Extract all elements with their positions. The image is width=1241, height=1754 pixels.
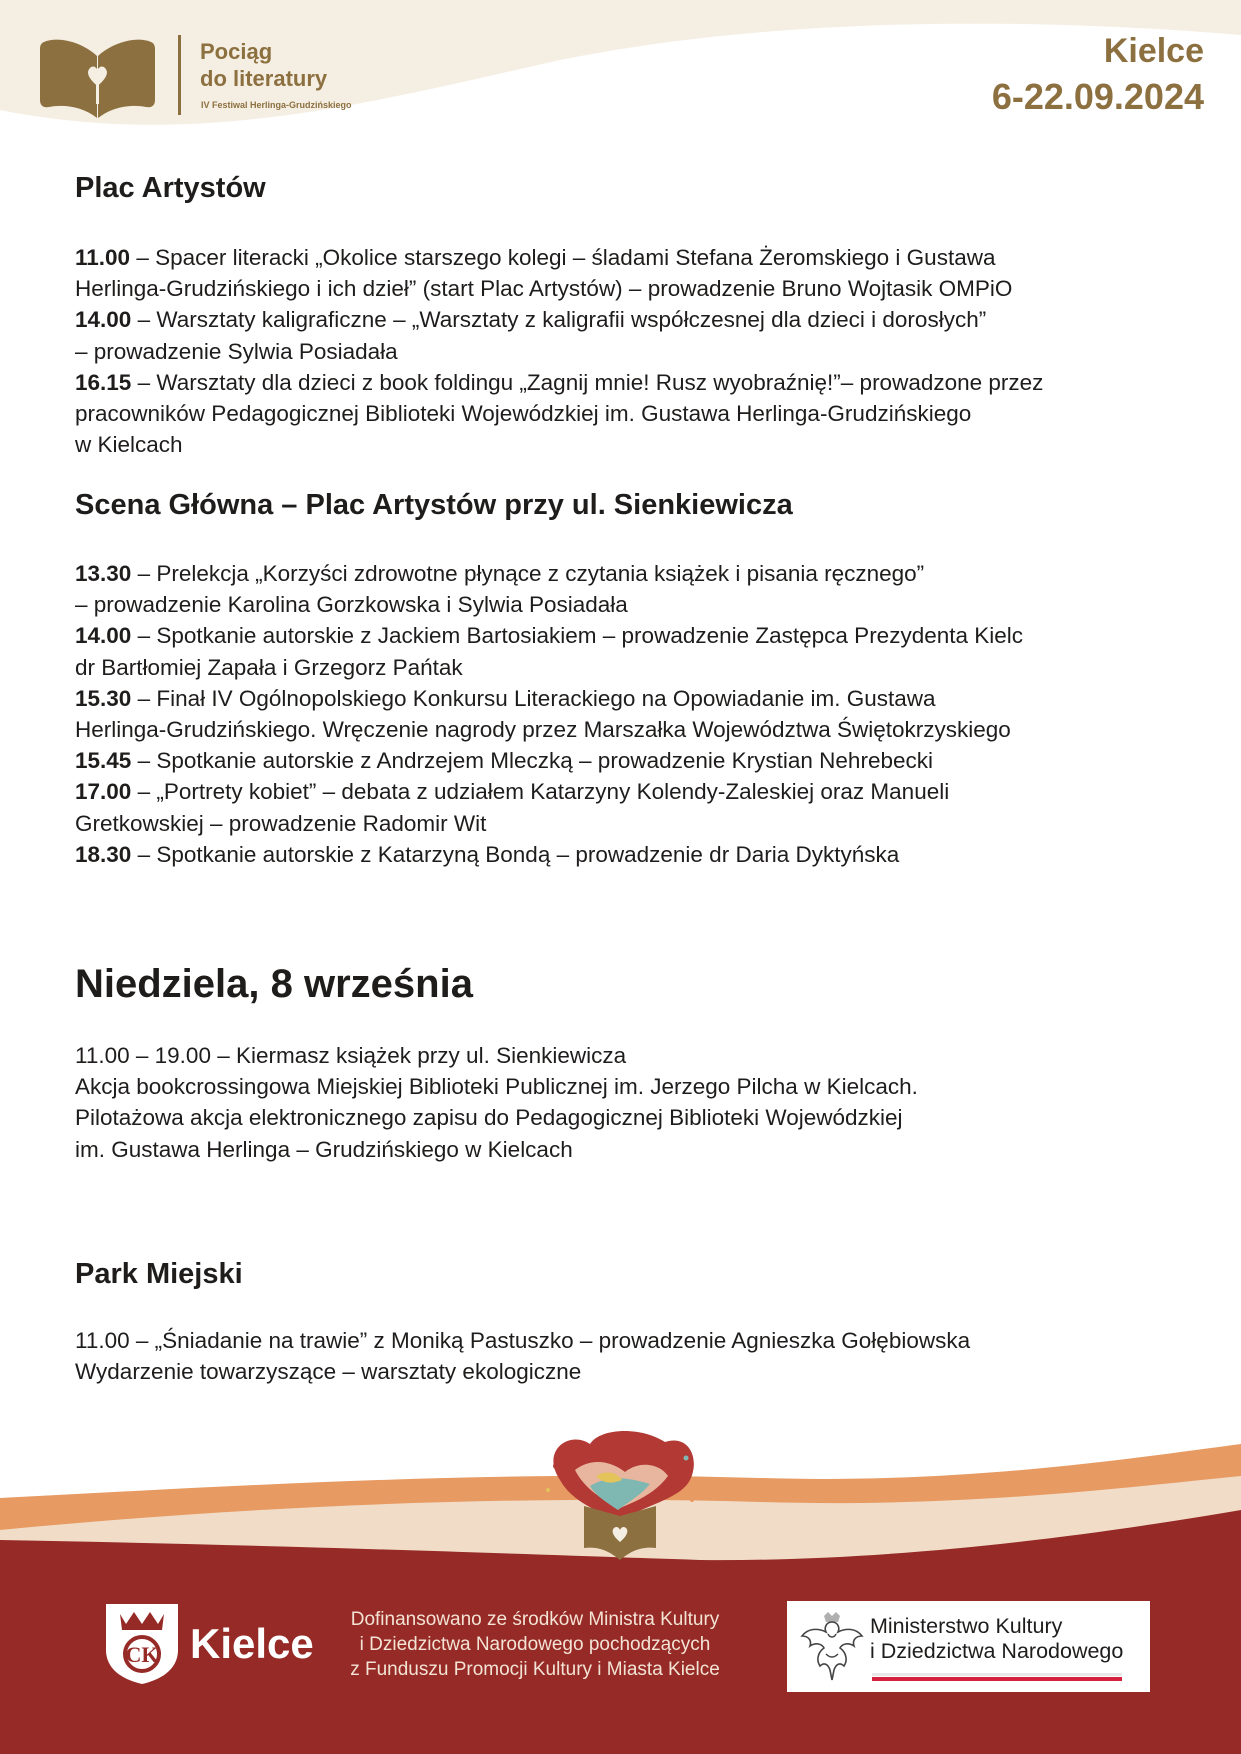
book-heart-logo-icon: [40, 34, 155, 120]
logo-divider: [178, 35, 181, 115]
entry-text: – Prelekcja „Korzyści zdrowotne płynące z czytania książek i pisania ręcznego”: [137, 561, 925, 586]
entry-text: – Spacer literacki „Okolice starszego kolegi – śladami Stefana Żeromskiego i Gustawa: [136, 245, 996, 270]
schedule-niedziela: [75, 1040, 1175, 1165]
entry-text: – Spotkanie autorskie z Jackiem Bartosiakiem – prowadzenie Zastępca Prezydenta Kielc: [137, 623, 1024, 649]
entry-time: 15.45: [75, 748, 132, 774]
section-title-plac-artystow: Plac Artystów: [75, 172, 266, 204]
entry-text: – „Śniadanie na trawie” z Moniką Pastuszko – prowadzenie Agnieszka Gołębiowska: [135, 1328, 971, 1353]
entry-text: Herlinga-Grudzińskiego. Wręczenie nagrody przez Marszałka Województwa Świętokrzyskiego: [75, 717, 1011, 743]
entry-time: 15.30: [75, 685, 132, 711]
header-wave-background: [0, 0, 1241, 150]
funding-line: z Funduszu Promocji Kultury i Miasta Kielce: [350, 1659, 720, 1680]
entry-time: 11.00: [75, 1328, 130, 1353]
ministry-line1: Ministerstwo Kultury: [870, 1614, 1063, 1638]
funding-line: i Dziedzictwa Narodowego pochodzących: [359, 1634, 711, 1655]
section-title-park-miejski: Park Miejski: [75, 1258, 243, 1290]
entry-text: – Warsztaty kaligraficzne – „Warsztaty z kaligrafii współczesnej dla dzieci i dorosłych”: [137, 307, 987, 333]
schedule-entry: [75, 745, 1175, 776]
entry-time: 14.00: [75, 307, 132, 333]
kielce-city-logo-text: Kielce: [190, 1620, 314, 1667]
ministry-name: [870, 1614, 1123, 1664]
entry-text: – prowadzenie Sylwia Posiadała: [75, 338, 398, 364]
entry-time: 14.00: [75, 623, 132, 649]
entry-time: 17.00: [75, 779, 132, 805]
entry-text: im. Gustawa Herlinga – Grudzińskiego w Kielcach: [75, 1136, 573, 1162]
entry-time: 13.30: [75, 561, 132, 586]
schedule-entry: [75, 839, 1175, 870]
kielce-ck-crest-icon: [106, 1604, 178, 1684]
entry-text: – Finał IV Ogólnopolskiego Konkursu Literackiego na Opowiadanie im. Gustawa: [137, 685, 936, 711]
schedule-entry: [75, 620, 1175, 682]
schedule-entry: [75, 304, 1175, 366]
entry-text: w Kielcach: [75, 432, 183, 458]
entry-text: – prowadzenie Karolina Gorzkowska i Sylwia Posiadała: [75, 592, 628, 618]
entry-text: Gretkowskiej – prowadzenie Radomir Wit: [75, 810, 487, 836]
entry-text: – „Portrety kobiet” – debata z udziałem Katarzyny Kolendy-Zaleskiej oraz Manueli: [137, 779, 950, 805]
footer-wave-background: [0, 1430, 1241, 1754]
logo-title-line2: do literatury: [200, 66, 328, 91]
ministry-flag-red-bar: [872, 1677, 1122, 1681]
entry-time: 11.00 – 19.00: [75, 1043, 211, 1068]
schedule-entry: [75, 367, 1175, 461]
header-dates: 6-22.09.2024: [991, 76, 1204, 117]
schedule-scena-glowna: [75, 558, 1175, 870]
schedule-entry: [75, 558, 1175, 620]
section-title-scena-glowna: Scena Główna – Plac Artystów przy ul. Sienkiewicza: [75, 489, 793, 521]
entry-time: 18.30: [75, 841, 132, 867]
entry-text: – Kiermasz książek przy ul. Sienkiewicza: [217, 1043, 627, 1068]
entry-text: Herlinga-Grudzińskiego i ich dzieł” (start Plac Artystów) – prowadzenie Bruno Wojtasik OMPiO: [75, 276, 1013, 302]
entry-text: Wydarzenie towarzyszące – warsztaty ekologiczne: [75, 1359, 582, 1385]
entry-text: Akcja bookcrossingowa Miejskiej Biblioteki Publicznej im. Jerzego Pilcha w Kielcach.: [75, 1074, 918, 1100]
ministry-flag-white-bar: [872, 1673, 1122, 1676]
entry-text: dr Bartłomiej Zapała i Grzegorz Pańtak: [75, 654, 463, 680]
entry-time: 16.15: [75, 369, 132, 395]
schedule-park-miejski: [75, 1325, 1175, 1387]
schedule-entry: [75, 242, 1175, 304]
festival-logo-title: [200, 38, 327, 92]
entry-text: – Spotkanie autorskie z Katarzyną Bondą – prowadzenie dr Daria Dyktyńska: [137, 841, 900, 867]
funding-line: Dofinansowano ze środków Ministra Kultury: [350, 1609, 720, 1630]
entry-text: – Spotkanie autorskie z Andrzejem Mleczką – prowadzenie Krystian Nehrebecki: [137, 748, 933, 774]
polish-eagle-icon: [800, 1610, 864, 1682]
entry-time: 11.00: [75, 245, 131, 270]
schedule-entry: [75, 776, 1175, 838]
schedule-plac-artystow: [75, 242, 1175, 460]
entry-text: Pilotażowa akcja elektronicznego zapisu do Pedagogicznej Biblioteki Wojewódzkiej: [75, 1105, 903, 1131]
ck-letters: CK: [125, 1642, 159, 1667]
entry-text: – Warsztaty dla dzieci z book foldingu „Zagnij mnie! Rusz wyobraźnię!”– prowadzone przez: [137, 369, 1044, 395]
festival-logo-subtitle: IV Festiwal Herlinga-Grudzińskiego: [201, 100, 352, 110]
funding-note: [335, 1607, 735, 1682]
header-city: Kielce: [1103, 32, 1204, 70]
entry-text: pracowników Pedagogicznej Biblioteki Wojewódzkiej im. Gustawa Herlinga-Grudzińskiego: [75, 401, 972, 427]
logo-title-line1: Pociąg: [200, 39, 273, 64]
schedule-entry: [75, 683, 1175, 745]
ministry-line2: i Dziedzictwa Narodowego: [870, 1639, 1124, 1663]
day-title-niedziela: Niedziela, 8 września: [75, 962, 473, 1006]
